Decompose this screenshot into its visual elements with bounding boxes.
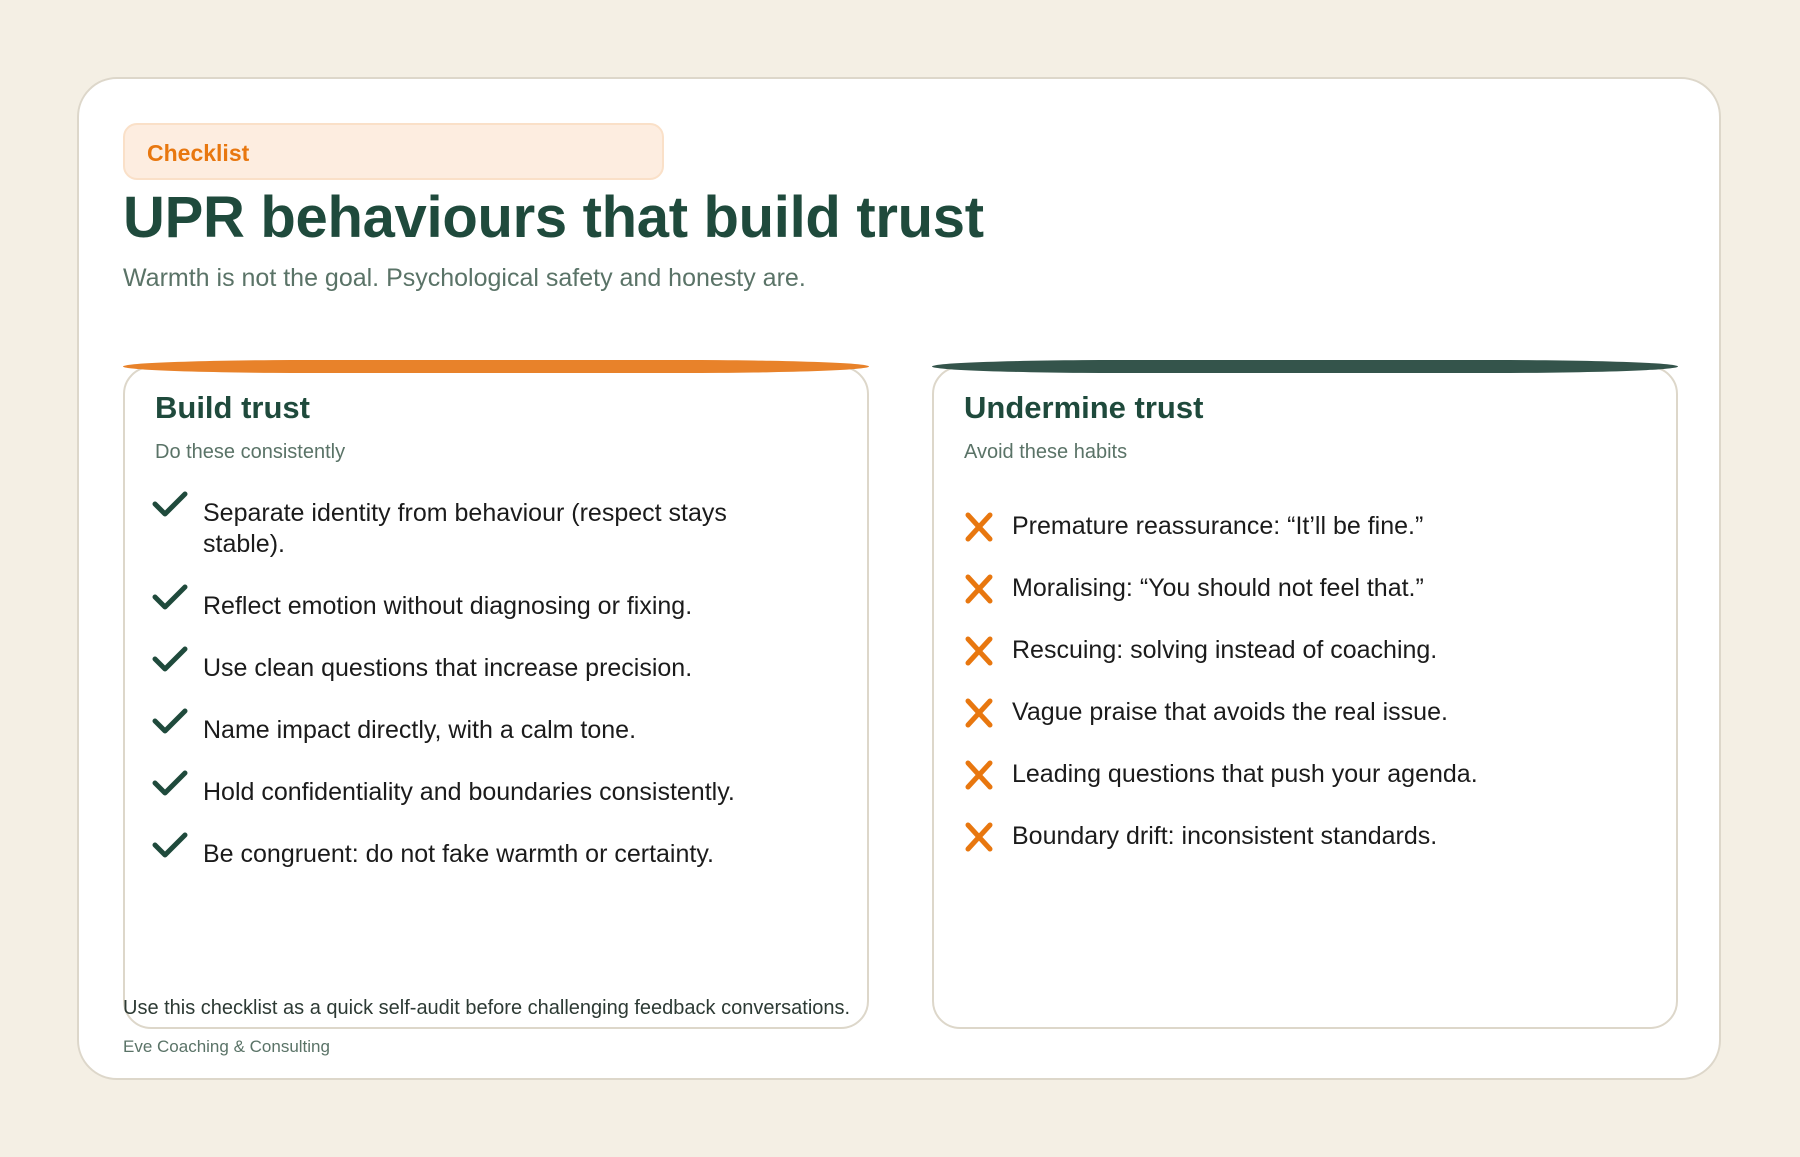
panel-heading: Undermine trust [964,390,1204,425]
item-text: Be congruent: do not fake warmth or certainty. [203,840,714,868]
item-text: Separate identity from behaviour (respect stays stable). [203,499,727,558]
item-text: Premature reassurance: “It’ll be fine.” [1012,512,1424,540]
check-icon [151,645,191,679]
list-item [151,707,849,746]
item-text: Vague praise that avoids the real issue. [1012,698,1448,726]
check-icon [151,707,191,741]
brand-name: Eve Coaching & Consulting [123,1037,330,1056]
list-item [151,490,849,560]
x-icon [960,759,1000,793]
list-item [960,689,1658,728]
check-icon [151,490,191,524]
footer-note: Use this checklist as a quick self-audit before challenging feedback conversations. [123,997,851,1019]
panel-subheading: Avoid these habits [964,441,1128,463]
accent-bar [123,360,869,373]
list-item [151,769,849,808]
item-text: Boundary drift: inconsistent standards. [1012,822,1438,850]
item-text: Name impact directly, with a calm tone. [203,716,637,744]
check-icon [151,583,191,617]
item-text: Reflect emotion without diagnosing or fixing. [203,592,693,620]
x-icon [960,635,1000,669]
undermine-list [960,503,1658,875]
list-item [151,831,849,870]
list-item [151,645,849,684]
list-item [960,627,1658,666]
list-item [151,583,849,622]
list-item [960,565,1658,604]
badge-label: Checklist [147,140,250,166]
check-icon [151,769,191,803]
item-text: Use clean questions that increase precision. [203,654,693,682]
item-text: Leading questions that push your agenda. [1012,760,1478,788]
accent-bar [932,360,1678,373]
x-icon [960,511,1000,545]
build-list [151,490,849,893]
list-item [960,503,1658,542]
list-item [960,751,1658,790]
item-text: Rescuing: solving instead of coaching. [1012,636,1438,664]
item-text: Hold confidentiality and boundaries consistently. [203,778,735,806]
undermine-trust-panel [932,360,1678,1029]
x-icon [960,697,1000,731]
panel-heading: Build trust [155,390,310,425]
build-trust-panel [123,360,869,1029]
x-icon [960,821,1000,855]
checklist-badge [123,123,664,180]
page-title: UPR behaviours that build trust [123,185,984,250]
item-text: Moralising: “You should not feel that.” [1012,574,1424,602]
page-subtitle: Warmth is not the goal. Psychological safety and honesty are. [123,264,806,292]
x-icon [960,573,1000,607]
list-item [960,813,1658,852]
check-icon [151,831,191,865]
panel-subheading: Do these consistently [155,441,346,463]
